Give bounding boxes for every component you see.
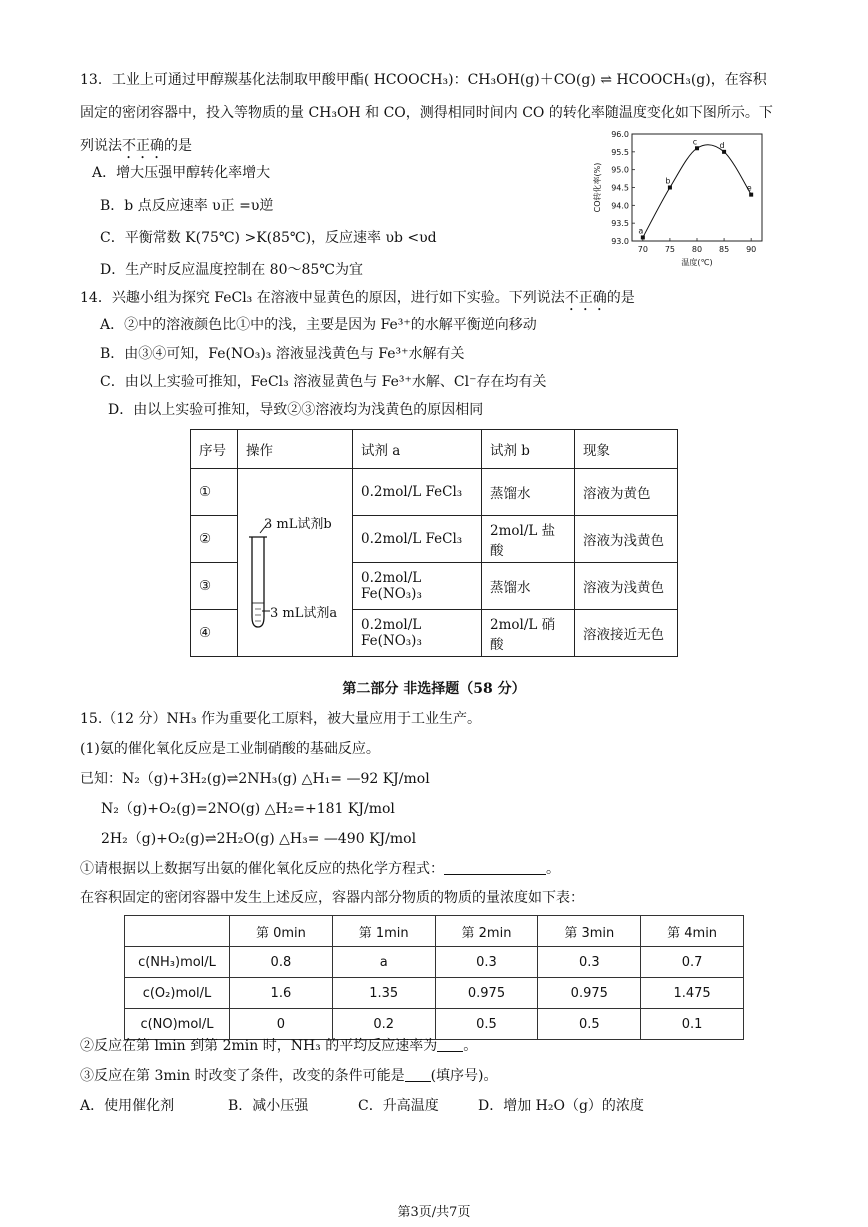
q15-ask1-text: ①请根据以上数据写出氨的催化氧化反应的热化学方程式： bbox=[80, 861, 444, 877]
q15-option-c: C．升高温度 bbox=[358, 1098, 439, 1114]
cell-index: ② bbox=[191, 516, 238, 563]
header-cell: 操作 bbox=[238, 430, 353, 469]
q13-line2: 固定的密闭容器中，投入等物质的量 CH₃OH 和 CO，测得相同时间内 CO 的转化率随温度变化如下图所示。下 bbox=[80, 105, 773, 121]
q15-known: 已知：N₂（g)+3H₂(g)⇌2NH₃(g) △H₁= —92 KJ/mol bbox=[80, 771, 430, 787]
q15-ask2 bbox=[80, 1036, 477, 1056]
q13-option-c: C．平衡常数 K(75℃) >K(85℃)，反应速率 υb <υd bbox=[100, 230, 437, 246]
row-label: c(NH₃)mol/L bbox=[125, 947, 230, 978]
y-tick-label: 94.0 bbox=[611, 201, 629, 211]
row-label: c(NO)mol/L bbox=[125, 1009, 230, 1040]
y-axis-label: CO转化率(%) bbox=[593, 162, 602, 213]
cell-index: ① bbox=[191, 469, 238, 516]
q15-ask3-end: (填序号)。 bbox=[430, 1068, 498, 1084]
table-cell: 0.3 bbox=[435, 947, 538, 978]
x-tick-label: 70 bbox=[637, 245, 648, 254]
table-cell: 0.975 bbox=[538, 978, 641, 1009]
table-row bbox=[191, 469, 678, 516]
cell-reagent-b: 2mol/L 盐酸 bbox=[482, 516, 575, 563]
header-cell: 试剂 a bbox=[353, 430, 482, 469]
cell-phenomenon: 溶液为浅黄色 bbox=[575, 563, 678, 610]
header-cell: 现象 bbox=[575, 430, 678, 469]
q14-option-c: C．由以上实验可推知，FeCl₃ 溶液显黄色与 Fe³⁺水解、Cl⁻存在均有关 bbox=[100, 374, 547, 390]
q14-option-b: B．由③④可知，Fe(NO₃)₃ 溶液显浅黄色与 Fe³⁺水解有关 bbox=[100, 346, 465, 362]
cell-reagent-b: 2mol/L 硝酸 bbox=[482, 610, 575, 657]
table-header-row bbox=[125, 916, 744, 947]
q15-ask1 bbox=[80, 859, 560, 879]
q14-stem-post: 的是 bbox=[606, 290, 635, 306]
q15-option-d: D．增加 H₂O（g）的浓度 bbox=[478, 1098, 644, 1114]
q15-ask3 bbox=[80, 1066, 498, 1086]
table-cell: 0 bbox=[230, 1009, 333, 1040]
q14-option-a: A．②中的溶液颜色比①中的浅，主要是因为 Fe³⁺的水解平衡逆向移动 bbox=[100, 317, 537, 333]
q15-ask1-end: 。 bbox=[546, 861, 560, 877]
table-row bbox=[125, 947, 744, 978]
table-cell: 0.5 bbox=[538, 1009, 641, 1040]
y-tick-label: 95.5 bbox=[611, 147, 629, 157]
table-cell: 1.475 bbox=[641, 978, 744, 1009]
tube-label-b: 3 mL试剂b bbox=[264, 517, 332, 532]
table-cell: 1.6 bbox=[230, 978, 333, 1009]
table-cell: 0.3 bbox=[538, 947, 641, 978]
cell-index: ③ bbox=[191, 563, 238, 610]
q13-line3 bbox=[80, 136, 192, 162]
data-point-label: c bbox=[692, 137, 698, 147]
table-cell: a bbox=[332, 947, 435, 978]
q15-concentration-table bbox=[124, 915, 744, 1040]
table-cell: 1.35 bbox=[332, 978, 435, 1009]
q13-option-d: D．生产时反应温度控制在 80～85℃为宜 bbox=[100, 262, 363, 278]
x-tick-label: 80 bbox=[691, 245, 703, 254]
x-tick-label: 75 bbox=[664, 245, 676, 254]
series-line bbox=[643, 145, 751, 238]
q15-eq2: N₂（g)+O₂(g)=2NO(g) △H₂=+181 KJ/mol bbox=[101, 801, 395, 817]
q15-table-intro: 在容积固定的密闭容器中发生上述反应，容器内部分物质的物质的量浓度如下表： bbox=[80, 890, 584, 906]
cell-phenomenon: 溶液为黄色 bbox=[575, 469, 678, 516]
table-header-row bbox=[191, 430, 678, 469]
data-point bbox=[749, 193, 753, 197]
page-footer: 第3页/共7页 bbox=[397, 1205, 471, 1220]
header-cell: 第 1min bbox=[332, 916, 435, 947]
q13-option-a: A．增大压强甲醇转化率增大 bbox=[92, 165, 271, 181]
cell-index: ④ bbox=[191, 610, 238, 657]
q15-option-b: B．减小压强 bbox=[228, 1098, 309, 1114]
x-tick-label: 85 bbox=[718, 245, 730, 254]
row-label: c(O₂)mol/L bbox=[125, 978, 230, 1009]
answer-blank[interactable] bbox=[444, 860, 546, 875]
y-tick-label: 93.0 bbox=[611, 237, 629, 246]
q14-stem-pre: 14．兴趣小组为探究 FeCl₃ 在溶液中显黄色的原因，进行如下实验。下列说法 bbox=[80, 290, 565, 306]
cell-reagent-a: 0.2mol/L Fe(NO₃)₃ bbox=[353, 563, 482, 610]
q14-stem bbox=[80, 288, 635, 314]
table-cell: 0.7 bbox=[641, 947, 744, 978]
answer-blank[interactable] bbox=[437, 1037, 463, 1052]
data-point-label: e bbox=[746, 183, 752, 193]
q15-sub1: (1)氨的催化氧化反应是工业制硝酸的基础反应。 bbox=[80, 741, 380, 757]
y-tick-label: 96.0 bbox=[611, 130, 629, 139]
table-row bbox=[125, 978, 744, 1009]
cell-reagent-b: 蒸馏水 bbox=[482, 563, 575, 610]
q15-ask2-end: 。 bbox=[463, 1038, 478, 1054]
data-point bbox=[722, 150, 726, 154]
cell-reagent-a: 0.2mol/L Fe(NO₃)₃ bbox=[353, 610, 482, 657]
table-row bbox=[125, 1009, 744, 1040]
q13-line3-post: 的是 bbox=[164, 138, 192, 154]
data-point-label: d bbox=[719, 140, 725, 150]
cell-reagent-b: 蒸馏水 bbox=[482, 469, 575, 516]
co-conversion-chart bbox=[590, 128, 770, 273]
x-axis-label: 温度(℃) bbox=[681, 258, 713, 267]
header-cell: 第 3min bbox=[538, 916, 641, 947]
y-tick-label: 95.0 bbox=[611, 165, 629, 175]
data-point bbox=[641, 235, 645, 239]
x-tick-label: 90 bbox=[746, 245, 757, 254]
q15-ask3-text: ③反应在第 3min 时改变了条件，改变的条件可能是 bbox=[80, 1068, 405, 1084]
table-cell: 0.2 bbox=[332, 1009, 435, 1040]
q13-line3-pre: 列说法 bbox=[80, 138, 122, 154]
q13-option-b: B．b 点反应速率 υ正 =υ逆 bbox=[100, 198, 274, 214]
header-cell: 第 4min bbox=[641, 916, 744, 947]
header-cell: 试剂 b bbox=[482, 430, 575, 469]
tube-label-a: 3 mL试剂a bbox=[270, 606, 338, 621]
q14-emphasis: 不正确 bbox=[564, 290, 607, 306]
q14-option-d: D．由以上实验可推知，导致②③溶液均为浅黄色的原因相同 bbox=[108, 402, 484, 418]
header-cell: 第 0min bbox=[230, 916, 333, 947]
part2-title: 第二部分 非选择题（58 分） bbox=[342, 681, 526, 697]
q15-ask2-text: ②反应在第 lmin 到第 2min 时，NH₃ 的平均反应速率为 bbox=[80, 1038, 438, 1054]
header-cell: 序号 bbox=[191, 430, 238, 469]
y-tick-label: 94.5 bbox=[611, 183, 629, 193]
answer-blank[interactable] bbox=[405, 1067, 431, 1082]
cell-reagent-a: 0.2mol/L FeCl₃ bbox=[353, 469, 482, 516]
q15-option-a: A．使用催化剂 bbox=[80, 1098, 175, 1114]
header-cell: 第 2min bbox=[435, 916, 538, 947]
header-cell bbox=[125, 916, 230, 947]
cell-phenomenon: 溶液接近无色 bbox=[575, 610, 678, 657]
q13-emphasis: 不正确 bbox=[122, 138, 164, 154]
y-tick-label: 93.5 bbox=[611, 219, 629, 229]
data-point-label: b bbox=[665, 176, 671, 186]
table-cell: 0.975 bbox=[435, 978, 538, 1009]
q15-eq3: 2H₂（g)+O₂(g)⇌2H₂O(g) △H₃= —490 KJ/mol bbox=[101, 831, 417, 847]
q14-experiment-table bbox=[190, 429, 678, 657]
data-point bbox=[668, 186, 672, 190]
q13-line1: 13．工业上可通过甲醇羰基化法制取甲酸甲酯( HCOOCH₃)：CH₃OH(g)＋CO(g) ⇌ HCOOCH₃(g)，在容积 bbox=[80, 72, 767, 88]
data-point bbox=[695, 146, 699, 150]
data-point-label: a bbox=[638, 226, 644, 236]
operation-cell bbox=[238, 469, 353, 657]
q15-intro: 15.（12 分）NH₃ 作为重要化工原料，被大量应用于工业生产。 bbox=[80, 711, 482, 727]
table-cell: 0.5 bbox=[435, 1009, 538, 1040]
table-cell: 0.8 bbox=[230, 947, 333, 978]
cell-reagent-a: 0.2mol/L FeCl₃ bbox=[353, 516, 482, 563]
cell-phenomenon: 溶液为浅黄色 bbox=[575, 516, 678, 563]
table-cell: 0.1 bbox=[641, 1009, 744, 1040]
